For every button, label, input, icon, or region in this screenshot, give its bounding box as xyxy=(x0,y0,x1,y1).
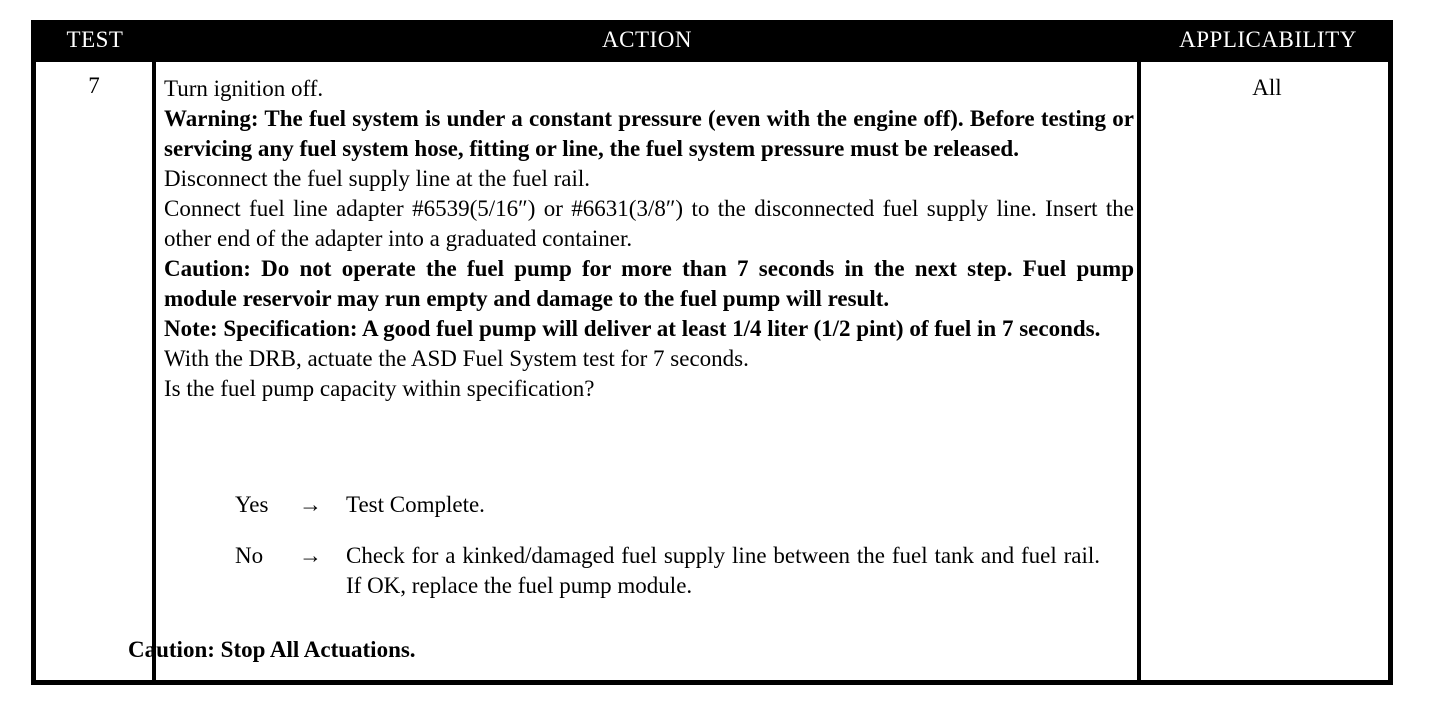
arrow-right-icon: → xyxy=(299,492,322,517)
warning-text: Warning: The fuel system is under a constant pressure (even with the engine off). Before testing or servicing any fuel system hose, fitting or line, the fuel system pressure must be released. xyxy=(164,106,1134,161)
header-test: TEST xyxy=(66,27,124,52)
action-step: Turn ignition off. xyxy=(164,76,324,101)
test-number: 7 xyxy=(88,73,100,98)
header-action: ACTION xyxy=(602,27,692,52)
answer-label: Yes xyxy=(235,492,269,517)
action-cell xyxy=(164,74,1134,404)
action-step: Disconnect the fuel supply line at the fuel rail. xyxy=(164,166,591,191)
answers xyxy=(235,490,1100,622)
column-divider xyxy=(152,62,156,680)
applicability-value: All xyxy=(1252,75,1282,100)
column-divider xyxy=(1137,62,1141,680)
answer-label: No xyxy=(235,543,264,568)
final-caution: Caution: Stop All Actuations. xyxy=(128,637,416,662)
table-header xyxy=(36,20,1388,62)
caution-text: Caution: Do not operate the fuel pump for more than 7 seconds in the next step. Fuel pump module reservoir may run empty and damage to the fuel pump will result. xyxy=(164,256,1134,311)
action-step: With the DRB, actuate the ASD Fuel System test for 7 seconds. xyxy=(164,346,749,371)
note-text: Note: Specification: A good fuel pump will deliver at least 1/4 liter (1/2 pint) of fuel in 7 seconds. xyxy=(164,316,1101,341)
answer-text: Test Complete. xyxy=(346,492,485,517)
question-text: Is the fuel pump capacity within specification? xyxy=(164,376,595,401)
answer-no xyxy=(235,541,1100,601)
arrow-right-icon: → xyxy=(299,543,322,568)
header-applicability: APPLICABILITY xyxy=(1179,27,1357,52)
answer-yes xyxy=(235,490,1100,520)
action-step: Connect fuel line adapter #6539(5/16″) or #6631(3/8″) to the disconnected fuel supply line. Insert the other end of the adapter into a graduated container. xyxy=(164,196,1134,251)
answer-text: Check for a kinked/damaged fuel supply line between the fuel tank and fuel rail. If OK, replace the fuel pump module. xyxy=(346,543,1100,598)
